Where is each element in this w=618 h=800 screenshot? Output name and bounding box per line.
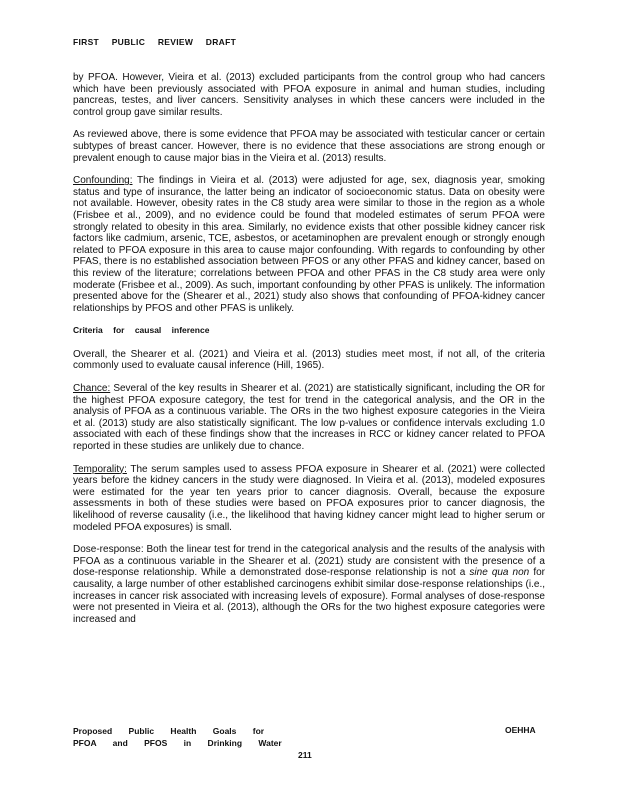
footer-line-2: PFOA and PFOS in Drinking Water xyxy=(73,738,282,748)
footer-line-1: Proposed Public Health Goals for xyxy=(73,726,265,736)
temporality-label: Temporality: xyxy=(73,463,127,475)
paragraph: As reviewed above, there is some evidence that PFOA may be associated with testicular cancer or certain subtypes of breast cancer. However, there is no evidence that these associations are strong enough or prevalent enough to cause major bias in the Vieira et al. (2013) results. xyxy=(73,129,545,164)
paragraph: by PFOA. However, Vieira et al. (2013) excluded participants from the control group who had cancers which have been previously associated with PFOA exposure in animal and human studies, including pancreas, testes, and liver cancers. Sensitivity analyses in which these cancers were included in the control group gave similar results. xyxy=(73,72,545,118)
paragraph: Overall, the Shearer et al. (2021) and Vieira et al. (2013) studies meet most, if not all, of the criteria commonly used to evaluate causal inference (Hill, 1965). xyxy=(73,348,545,372)
paragraph-temporality xyxy=(73,464,545,534)
latin-phrase: sine qua non xyxy=(469,567,530,579)
paragraph-confounding xyxy=(73,175,545,314)
draft-header: FIRST PUBLIC REVIEW DRAFT xyxy=(73,37,237,47)
chance-text: Several of the key results in Shearer et al. (2021) are statistically significant, including the OR for the highest PFOA exposure category, the test for trend in the categorical analysis, and the OR in the analysis of PFOA as a continuous variable. The ORs in the two highest exposure categories in the Vieira et al. (2013) study are also statistically significant. The low p-values or confidence intervals excluding 1.0 associated with each of these findings show that the increases in RCC or kidney cancer related to PFOA reported in these studies are unlikely due to chance. xyxy=(73,383,545,453)
paragraph-chance xyxy=(73,383,545,453)
paragraph-dose-response xyxy=(73,544,545,625)
confounding-label: Confounding: xyxy=(73,175,133,187)
page-number: 211 xyxy=(298,750,312,760)
dose-response-text-a: Dose-response: Both the linear test for trend in the categorical analysis and the results of the analysis with PFOA as a continuous variable in the Shearer et al. (2021) study are consistent with the presence of a dose-response relationship. While a demonstrated dose-response relationship is not a xyxy=(73,544,545,579)
confounding-text: The findings in Vieira et al. (2013) were adjusted for age, sex, diagnosis year, smoking status and type of insurance, the latter being an indicator of socioeconomic status. Data on obesity were not available. However, obesity rates in the C8 study area were similar to those in the region as a whole (Frisbee et al., 2009), and no evidence could be found that modeled estimates of serum PFOA were strongly related to obesity in this area. Similarly, no evidence exists that other possible kidney cancer risk factors like cadmium, arsenic, TCE, asbestos, or acetaminophen are prevalent enough or strongly enough related to PFOA exposure in this area to cause major confounding. With regards to confounding by other PFAS, there is no established association between PFOS or any other PFAS and kidney cancer, based on this review of the literature; correlations between PFOA and other PFAS in the C8 study area were only moderate (Frisbee et al., 2009). As such, important confounding by other PFAS is unlikely. The information presented above for the (Shearer et al., 2021) study also shows that confounding of PFOA-kidney cancer relationships by PFOS and other PFAS is unlikely. xyxy=(73,175,545,314)
footer-title xyxy=(73,725,282,749)
document-body xyxy=(73,72,545,636)
footer-agency: OEHHA xyxy=(505,725,536,735)
temporality-text: The serum samples used to assess PFOA exposure in Shearer et al. (2021) were collected years before the kidney cancers in the study were diagnosed. In Vieira et al. (2013), modeled exposures were estimated for the year ten years prior to cancer diagnosis. Overall, because the exposure assessments in both of these studies were based on PFOA exposures prior to cancer diagnosis, the likelihood of reverse causality (i.e., the likelihood that having kidney cancer might lead to higher serum or modeled PFOA exposures) is small. xyxy=(73,463,545,533)
dose-response-text-b: for causality, a large number of other established carcinogens exhibit similar dose-response relationships (i.e., increases in cancer risk associated with increasing levels of exposure). Formal analyses of dose-response were not presented in Vieira et al. (2013), although the ORs for the two highest exposure categories were increased and xyxy=(73,567,545,625)
section-heading: Criteria for causal inference xyxy=(73,325,210,336)
chance-label: Chance: xyxy=(73,383,111,395)
